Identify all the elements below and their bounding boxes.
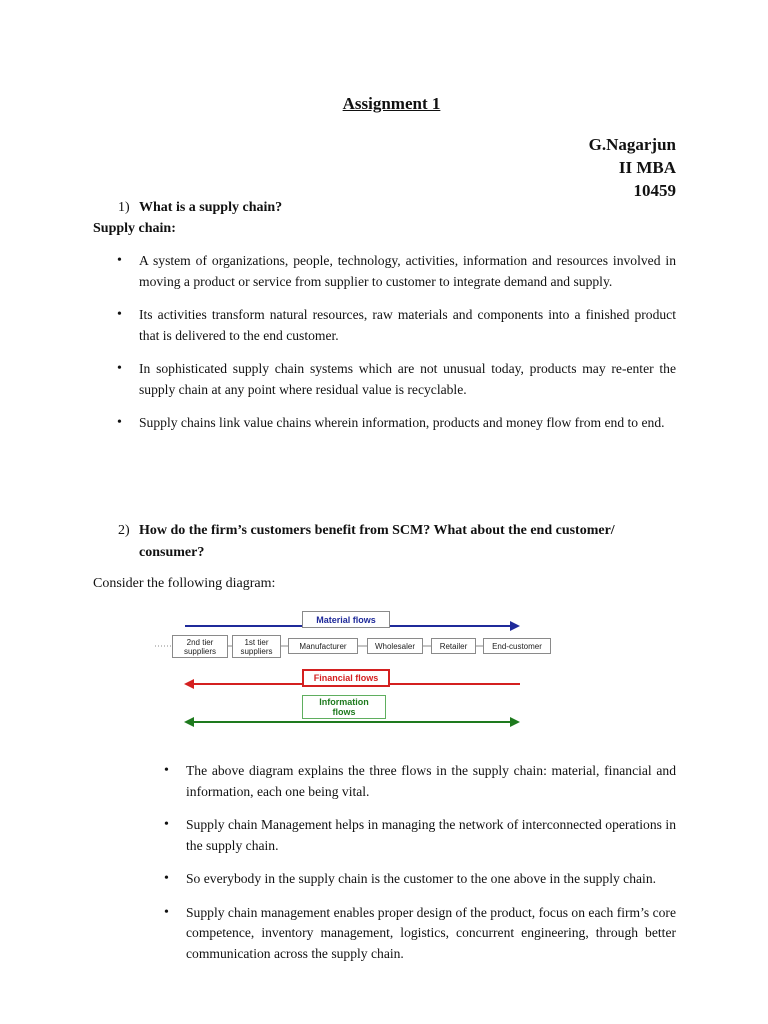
question-1-text: What is a supply chain? <box>139 200 283 215</box>
information-arrowhead-right <box>510 717 520 727</box>
author-program: II MBA <box>618 158 676 177</box>
node-1st-tier-suppliers: 1st tier suppliers <box>232 635 281 658</box>
list-item: • A system of organizations, people, technology, activities, information and resources involved in moving a product or service from supplier to customer to integrate demand and supply. <box>117 251 676 292</box>
list-item: • Supply chains link value chains wherein information, products and money flow from end to end. <box>117 413 676 434</box>
material-flows-label: Material flows <box>302 611 390 628</box>
diagram-intro: Consider the following diagram: <box>93 576 276 591</box>
node-manufacturer: Manufacturer <box>288 638 358 654</box>
node-wholesaler: Wholesaler <box>367 638 423 654</box>
question-2 <box>118 520 679 564</box>
scm-benefits-bullet-list <box>164 761 676 977</box>
supply-chain-bullet-list <box>117 251 676 447</box>
node-retailer: Retailer <box>431 638 476 654</box>
question-1 <box>118 197 679 219</box>
list-item: • The above diagram explains the three flows in the supply chain: material, financial and information, each one being vital. <box>164 761 676 802</box>
list-item: • So everybody in the supply chain is the customer to the one above in the supply chain. <box>164 869 676 890</box>
supply-chain-heading: Supply chain: <box>93 221 176 236</box>
list-item: • Supply chain management enables proper design of the product, focus on each firm’s core competence, inventory management, logistics, concurrent engineering, through better communication across the supply chain. <box>164 903 676 965</box>
information-arrowhead-left <box>184 717 194 727</box>
node-end-customer: End-customer <box>483 638 551 654</box>
node-2nd-tier-suppliers: 2nd tier suppliers <box>172 635 228 658</box>
question-1-number: 1) <box>118 200 130 215</box>
list-item: • In sophisticated supply chain systems which are not unusual today, products may re-enter the supply chain at any point where residual value is recyclable. <box>117 359 676 400</box>
question-2-number: 2) <box>118 523 130 538</box>
information-flows-label: Information flows <box>302 695 386 719</box>
author-name: G.Nagarjun <box>588 135 676 154</box>
author-roll-number: 10459 <box>633 181 676 200</box>
list-item: • Its activities transform natural resources, raw materials and components into a finished product that is delivered to the end customer. <box>117 305 676 346</box>
material-arrowhead <box>510 621 520 631</box>
financial-arrowhead <box>184 679 194 689</box>
page-title: Assignment 1 <box>342 94 441 113</box>
list-item: • Supply chain Management helps in managing the network of interconnected operations in the supply chain. <box>164 815 676 856</box>
supply-chain-flow-diagram <box>150 606 560 732</box>
author-block <box>589 133 676 202</box>
financial-flows-label: Financial flows <box>302 669 390 687</box>
question-2-text: How do the firm’s customers benefit from SCM? What about the end customer/ consumer? <box>139 523 615 560</box>
